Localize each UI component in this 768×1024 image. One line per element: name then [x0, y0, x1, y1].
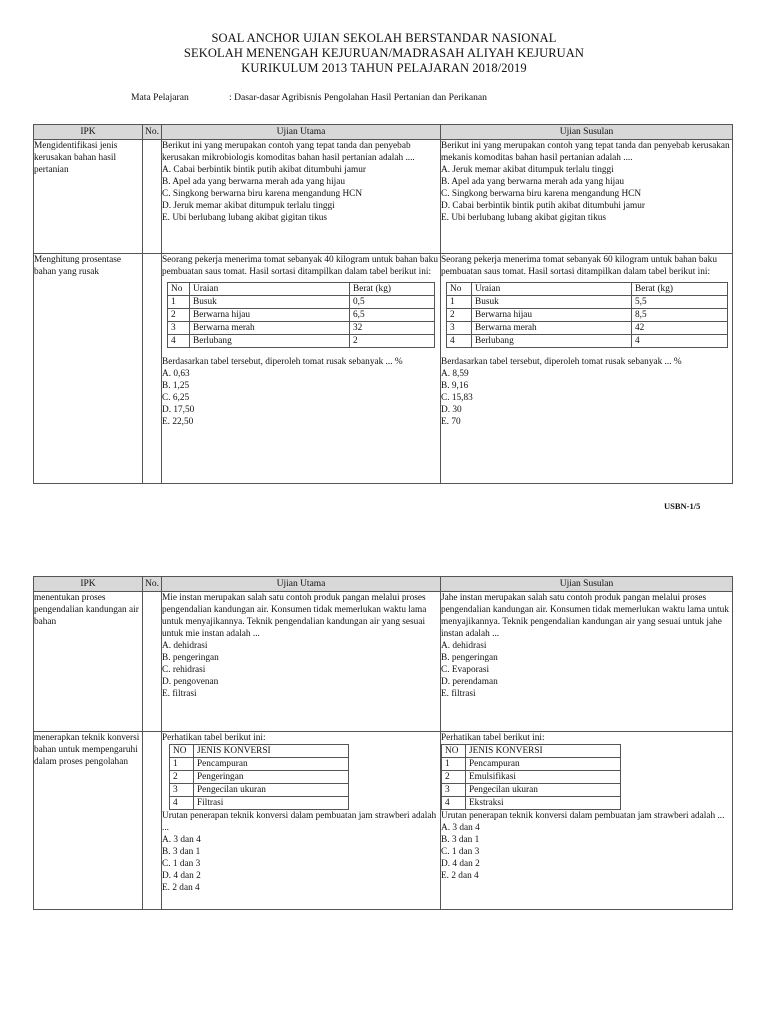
- data-cell: Filtrasi: [194, 797, 349, 810]
- table-row: [34, 254, 733, 484]
- data-cell: 2: [442, 771, 466, 784]
- col-ipk: IPK: [34, 577, 143, 592]
- option-c: C. Singkong berwarna biru karena mengandung HCN: [162, 189, 363, 199]
- data-cell: 6,5: [350, 309, 435, 322]
- option-a: A. Cabai berbintik bintik putih akibat ditumbuhi jamur: [162, 165, 366, 175]
- data-cell: 4: [632, 335, 728, 348]
- data-cell: 32: [350, 322, 435, 335]
- data-cell: Emulsifikasi: [466, 771, 621, 784]
- table-header-row: [34, 125, 733, 140]
- question-stem: Berikut ini yang merupakan contoh yang tepat tanda dan penyebab kerusakan mikrobiologis komoditas bahan hasil pertanian adalah ....: [162, 141, 415, 163]
- subject-label: Mata Pelajaran: [131, 92, 189, 103]
- data-table-row: [442, 797, 621, 810]
- option-d: D. Jeruk memar akibat ditumpuk terlalu tinggi: [162, 201, 335, 211]
- table-header-row: [34, 577, 733, 592]
- data-cell: JENIS KONVERSI: [194, 745, 349, 758]
- data-table-row: [168, 296, 435, 309]
- ujian-susulan-cell: [441, 592, 733, 732]
- data-table-row: [442, 771, 621, 784]
- table-intro: Perhatikan tabel berikut ini:: [441, 733, 545, 743]
- data-cell: 3: [447, 322, 472, 335]
- data-cell: NO: [170, 745, 194, 758]
- option-b: B. 3 dan 1: [162, 847, 201, 857]
- option-d: D. Cabai berbintik bintik putih akibat ditumbuhi jamur: [441, 201, 645, 211]
- option-d: D. 17,50: [162, 405, 195, 415]
- option-e: E. 70: [441, 417, 461, 427]
- option-e: E. 22,50: [162, 417, 194, 427]
- konversi-table: [169, 744, 349, 810]
- ipk-cell: menerapkan teknik konversi bahan untuk mempengaruhi dalam proses pengolahan: [34, 732, 143, 910]
- ipk-cell: Menghitung prosentase bahan yang rusak: [34, 254, 143, 484]
- ujian-susulan-cell: [441, 140, 733, 254]
- data-table-header: [170, 745, 349, 758]
- header-line-1: SOAL ANCHOR UJIAN SEKOLAH BERSTANDAR NASIONAL: [211, 31, 557, 45]
- data-table-row: [447, 322, 728, 335]
- header-line-2: SEKOLAH MENENGAH KEJURUAN/MADRASAH ALIYAH KEJURUAN: [183, 46, 585, 60]
- data-cell: 1: [442, 758, 466, 771]
- option-e: E. Ubi berlubang lubang akibat gigitan tikus: [162, 213, 327, 223]
- option-a: A. 3 dan 4: [441, 823, 480, 833]
- option-c: C. 1 dan 3: [162, 859, 201, 869]
- col-ujian-susulan: Ujian Susulan: [441, 125, 733, 140]
- data-table-row: [442, 758, 621, 771]
- option-a: A. 3 dan 4: [162, 835, 201, 845]
- data-cell: 8,5: [632, 309, 728, 322]
- data-cell: Pengeringan: [194, 771, 349, 784]
- col-ujian-utama: Ujian Utama: [162, 577, 441, 592]
- data-cell: 4: [170, 797, 194, 810]
- option-c: C. 15,83: [441, 393, 473, 403]
- option-b: B. 3 dan 1: [441, 835, 480, 845]
- data-cell: 2: [170, 771, 194, 784]
- question-stem: Berikut ini yang merupakan contoh yang tepat tanda dan penyebab kerusakan mekanis komoditas bahan hasil pertanian adalah ....: [441, 141, 730, 163]
- option-b: B. Apel ada yang berwarna merah ada yang hijau: [162, 177, 346, 187]
- data-table-row: [168, 322, 435, 335]
- data-cell: Uraian: [190, 283, 350, 296]
- no-cell: [143, 592, 162, 732]
- option-d: D. 4 dan 2: [441, 859, 480, 869]
- sortasi-table: [446, 282, 728, 348]
- question-text: Urutan penerapan teknik konversi dalam pembuatan jam strawberi adalah ...: [162, 811, 437, 833]
- subject-value: : Dasar-dasar Agribisnis Pengolahan Hasil Pertanian dan Perikanan: [229, 92, 487, 103]
- data-cell: JENIS KONVERSI: [466, 745, 621, 758]
- data-cell: Pencampuran: [466, 758, 621, 771]
- data-cell: Busuk: [472, 296, 632, 309]
- option-e: E. filtrasi: [441, 689, 476, 699]
- data-cell: Berat (kg): [632, 283, 728, 296]
- data-cell: Berwarna hijau: [472, 309, 632, 322]
- question-table-2: [33, 576, 733, 910]
- data-cell: 3: [442, 784, 466, 797]
- option-c: C. Singkong berwarna biru karena mengandung HCN: [441, 189, 642, 199]
- table-row: [34, 140, 733, 254]
- data-cell: 1: [447, 296, 472, 309]
- data-cell: Berwarna merah: [472, 322, 632, 335]
- data-table-row: [170, 758, 349, 771]
- option-b: B. pengeringan: [441, 653, 498, 663]
- data-table-header: [168, 283, 435, 296]
- question-stem: Seorang pekerja menerima tomat sebanyak 60 kilogram untuk bahan baku pembuatan saus tomat. Hasil sortasi ditampilkan dalam tabel berikut ini:: [441, 255, 717, 277]
- option-e: E. 2 dan 4: [441, 871, 479, 881]
- data-table-row: [168, 335, 435, 348]
- data-cell: 2: [350, 335, 435, 348]
- table-row: [34, 592, 733, 732]
- data-cell: 1: [168, 296, 190, 309]
- data-table-row: [168, 309, 435, 322]
- data-cell: Pencampuran: [194, 758, 349, 771]
- data-cell: NO: [442, 745, 466, 758]
- data-cell: Pengecilan ukuran: [194, 784, 349, 797]
- konversi-table: [441, 744, 621, 810]
- data-cell: 0,5: [350, 296, 435, 309]
- data-table-row: [170, 771, 349, 784]
- data-table-row: [170, 797, 349, 810]
- data-table-row: [170, 784, 349, 797]
- option-b: B. Apel ada yang berwarna merah ada yang hijau: [441, 177, 625, 187]
- data-cell: 3: [168, 322, 190, 335]
- data-table-row: [447, 309, 728, 322]
- option-c: C. 1 dan 3: [441, 847, 480, 857]
- data-table-header: [447, 283, 728, 296]
- data-cell: 2: [447, 309, 472, 322]
- question-text: Berdasarkan tabel tersebut, diperoleh tomat rusak sebanyak ... %: [162, 357, 403, 367]
- col-ipk: IPK: [34, 125, 143, 140]
- data-cell: Berwarna merah: [190, 322, 350, 335]
- option-b: B. 9,16: [441, 381, 469, 391]
- data-cell: 4: [447, 335, 472, 348]
- question-text: Berdasarkan tabel tersebut, diperoleh tomat rusak sebanyak ... %: [441, 357, 682, 367]
- data-cell: Berlubang: [472, 335, 632, 348]
- col-no: No.: [143, 125, 162, 140]
- ujian-susulan-cell: [441, 254, 733, 484]
- data-cell: Berlubang: [190, 335, 350, 348]
- data-table-row: [447, 335, 728, 348]
- data-table-row: [447, 296, 728, 309]
- col-no: No.: [143, 577, 162, 592]
- no-cell: [143, 254, 162, 484]
- option-e: E. 2 dan 4: [162, 883, 200, 893]
- ujian-susulan-cell: [441, 732, 733, 910]
- option-b: B. 1,25: [162, 381, 190, 391]
- ujian-utama-cell: [162, 140, 441, 254]
- no-cell: [143, 140, 162, 254]
- data-cell: Berat (kg): [350, 283, 435, 296]
- ujian-utama-cell: [162, 254, 441, 484]
- option-a: A. 8,59: [441, 369, 469, 379]
- header-line-3: KURIKULUM 2013 TAHUN PELAJARAN 2018/2019: [241, 61, 527, 75]
- question-stem: Seorang pekerja menerima tomat sebanyak 40 kilogram untuk bahan baku pembuatan saus tomat. Hasil sortasi ditampilkan dalam tabel berikut ini:: [162, 255, 438, 277]
- data-cell: No: [447, 283, 472, 296]
- data-cell: Ekstraksi: [466, 797, 621, 810]
- option-a: A. dehidrasi: [441, 641, 487, 651]
- data-cell: Busuk: [190, 296, 350, 309]
- data-cell: 4: [168, 335, 190, 348]
- question-stem: Jahe instan merupakan salah satu contoh produk pangan melalui proses pengendalian kandungan air. Konsumen tidak memerlukan waktu lama untuk menyajikannya. Teknik pengendalian kandungan air yang sesuai untuk jahe instan adalah ...: [441, 593, 729, 639]
- option-e: E. filtrasi: [162, 689, 197, 699]
- option-a: A. 0,63: [162, 369, 190, 379]
- data-cell: 2: [168, 309, 190, 322]
- page-footer-code: USBN-1/5: [664, 501, 701, 511]
- ujian-utama-cell: [162, 732, 441, 910]
- option-c: C. 6,25: [162, 393, 190, 403]
- option-d: D. 4 dan 2: [162, 871, 201, 881]
- data-cell: No: [168, 283, 190, 296]
- option-b: B. pengeringan: [162, 653, 219, 663]
- data-cell: Pengecilan ukuran: [466, 784, 621, 797]
- data-cell: Berwarna hijau: [190, 309, 350, 322]
- sortasi-table: [167, 282, 435, 348]
- col-ujian-utama: Ujian Utama: [162, 125, 441, 140]
- subject-line: [131, 92, 487, 103]
- option-c: C. Evaporasi: [441, 665, 490, 675]
- option-a: A. Jeruk memar akibat ditumpuk terlalu tinggi: [441, 165, 614, 175]
- col-ujian-susulan: Ujian Susulan: [441, 577, 733, 592]
- option-c: C. rehidrasi: [162, 665, 206, 675]
- option-a: A. dehidrasi: [162, 641, 208, 651]
- data-cell: 4: [442, 797, 466, 810]
- question-stem: Mie instan merupakan salah satu contoh produk pangan melalui proses pengendalian kandungan air. Konsumen tidak memerlukan waktu lama untuk menyajikannya. Teknik pengendalian kandungan air yang sesuai untuk mie instan adalah ...: [162, 593, 427, 639]
- ipk-cell: menentukan proses pengendalian kandungan air bahan: [34, 592, 143, 732]
- ipk-cell: Mengidentifikasi jenis kerusakan bahan hasil pertanian: [34, 140, 143, 254]
- data-cell: 5,5: [632, 296, 728, 309]
- option-d: D. pengovenan: [162, 677, 219, 687]
- data-cell: 3: [170, 784, 194, 797]
- question-text: Urutan penerapan teknik konversi dalam pembuatan jam strawberi adalah ...: [441, 811, 725, 821]
- option-e: E. Ubi berlubang lubang akibat gigitan tikus: [441, 213, 606, 223]
- data-cell: 42: [632, 322, 728, 335]
- table-intro: Perhatikan tabel berikut ini:: [162, 733, 266, 743]
- no-cell: [143, 732, 162, 910]
- data-table-header: [442, 745, 621, 758]
- ujian-utama-cell: [162, 592, 441, 732]
- data-cell: 1: [170, 758, 194, 771]
- data-cell: Uraian: [472, 283, 632, 296]
- option-d: D. perendaman: [441, 677, 498, 687]
- data-table-row: [442, 784, 621, 797]
- question-table-1: [33, 124, 733, 484]
- option-d: D. 30: [441, 405, 462, 415]
- table-row: [34, 732, 733, 910]
